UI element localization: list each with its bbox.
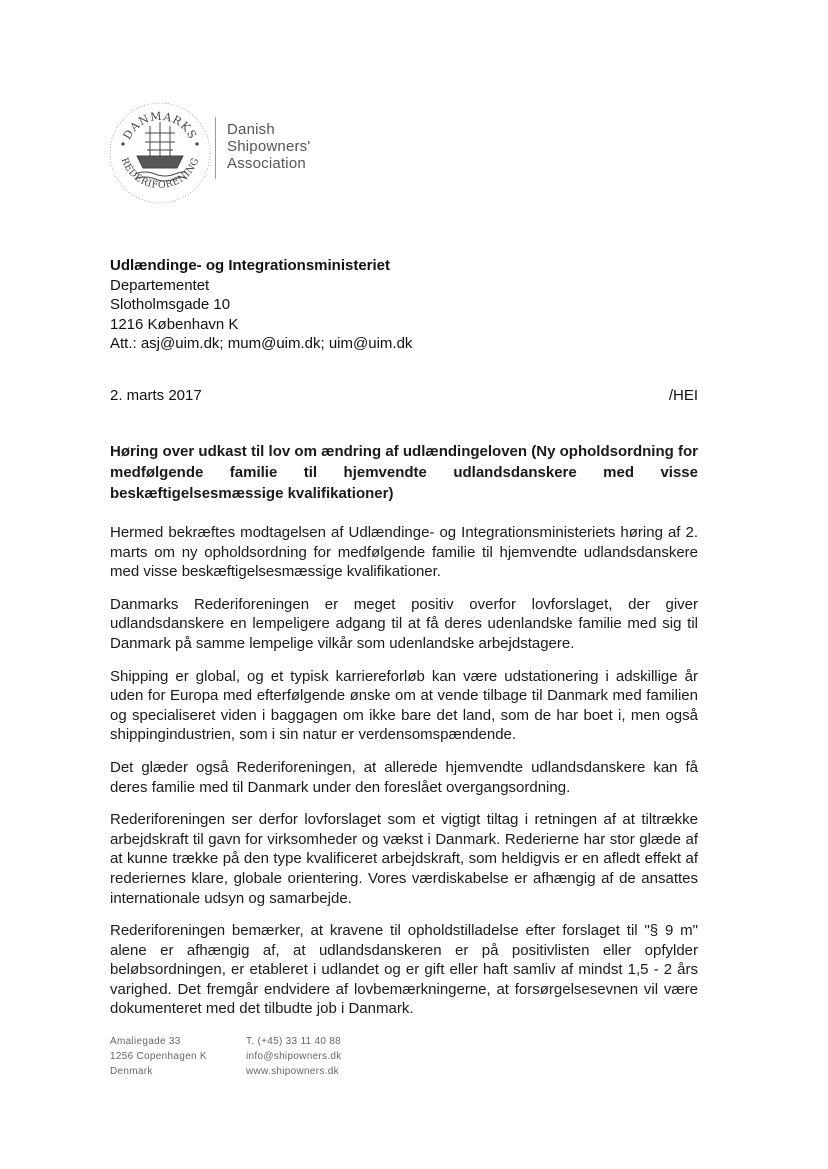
body-paragraph: Rederiforeningen bemærker, at kravene til opholdstilladelse efter forslaget til "§ 9 m" alene er afhængig af, at udlandsdanskeren er på positivlisten eller opfylder beløbsordningen, er etableret i udlandet og er gift eller haft samliv af mindst 1,5 - 2 års varighed. Det fremgår endvidere af lovbemærkningerne, at forsørgelsesevnen vil være dokumenteret med det tilbudte job i Danmark. [110,922,698,1018]
association-name-line: Danish [227,121,275,138]
svg-text:REDERIFORENING: REDERIFORENING [118,156,202,192]
recipient-organization: Udlændinge- og Integrationsministeriet [110,257,391,274]
ship-icon [135,122,187,181]
recipient-address [110,256,412,354]
association-name-line: Shipowners' [227,138,311,155]
logo-divider [215,117,216,179]
letter-body [110,523,698,1032]
recipient-city: 1216 København K [110,315,239,333]
letter-reference: /HEI [668,387,698,404]
association-name-line: Association [227,155,306,172]
footer-street: Amaliegade 33 [110,1036,181,1047]
letter-date: 2. marts 2017 [110,387,202,404]
svg-text:DANMARKS: DANMARKS [120,109,200,142]
footer-website: www.shipowners.dk [246,1066,339,1077]
letter-subject: Høring over udkast til lov om ændring af udlændingeloven (Ny opholdsordning for medfølgende familie til hjemvendte udlandsdanskere med visse beskæftigelsesmæssige kvalifikationer) [110,443,698,502]
footer-email: info@shipowners.dk [246,1051,342,1062]
body-paragraph: Hermed bekræftes modtagelsen af Udlændinge- og Integrationsministeriets høring af 2. marts om ny opholdsordning for medfølgende familie til hjemvendte udlandsdanskere med visse beskæftigelsesmæssige kvalifikationer. [110,524,698,581]
association-name [227,121,310,172]
recipient-department: Departementet [110,276,210,294]
body-paragraph: Danmarks Rederiforeningen er meget positiv overfor lovforslaget, der giver udlandsdanskere en lempeligere adgang til at få deres udenlandske familie med sig til Danmark på samme lempelige vilkår som udenlandske arbejdstagere. [110,595,698,652]
footer-address [110,1034,207,1079]
footer-phone: T. (+45) 33 11 40 88 [246,1036,342,1047]
recipient-street: Slotholmsgade 10 [110,296,231,313]
footer-contact [246,1034,342,1079]
footer-city: 1256 Copenhagen K [110,1051,207,1062]
association-seal-logo [105,98,215,208]
body-paragraph: Det glæder også Rederiforeningen, at allerede hjemvendte udlandsdanskere kan få deres familie med til Danmark under den foreslået overgangsordning. [110,758,698,796]
footer-country: Denmark [110,1066,153,1077]
body-paragraph: Rederiforeningen ser derfor lovforslaget som et vigtigt tiltag i retningen af at tiltrække arbejdskraft til gavn for virksomheder og vækst i Danmark. Rederierne har stor glæde af at kunne trække på den type kvalificeret arbejdskraft, som heldigvis er en afledt effekt af rederiernes klare, globale orientering. Vores værdiskabelse er afhængig af de ansattes internationale udsyn og samarbejde. [110,811,698,907]
body-paragraph: Shipping er global, og et typisk karriereforløb kan være udstationering i adskillige år uden for Europa med efterfølgende ønske om at vende tilbage til Danmark med familien og specialiseret viden i baggagen om ikke bare det land, som de har boet i, men også shippingindustrien, som i sin natur er verdensomspændende. [110,667,698,744]
recipient-attention: Att.: asj@uim.dk; mum@uim.dk; uim@uim.dk [110,335,413,352]
